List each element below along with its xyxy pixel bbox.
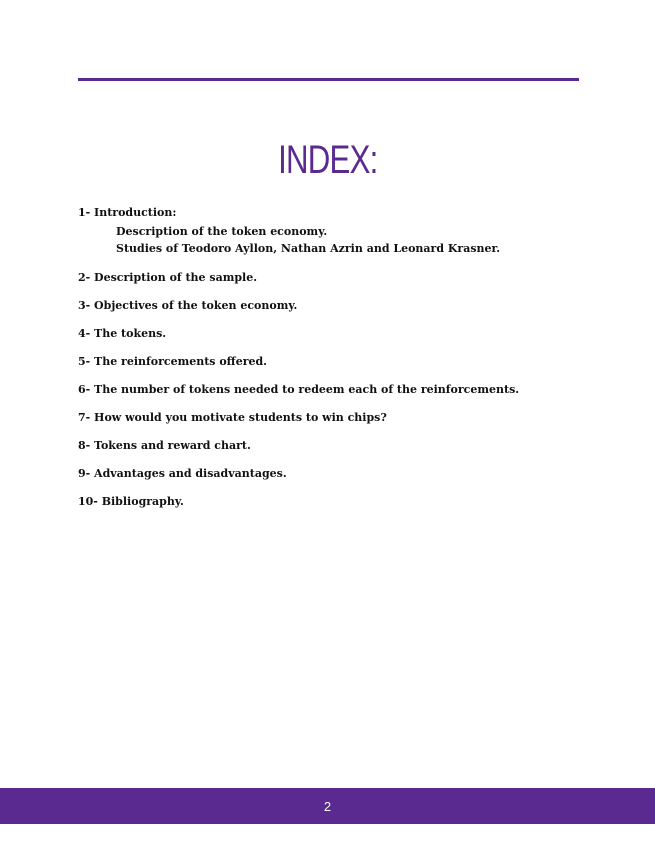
toc-item-introduction (78, 206, 598, 257)
toc-item-sample: 2- Description of the sample. (78, 271, 258, 284)
toc-sublist (116, 223, 598, 257)
toc-subitem: Description of the token economy. (116, 225, 328, 238)
toc-item-reward-chart: 8- Tokens and reward chart. (78, 439, 251, 452)
page-footer (0, 788, 655, 824)
toc-subitem: Studies of Teodoro Ayllon, Nathan Azrin and Leonard Krasner. (116, 242, 501, 255)
toc-item-label: 1- Introduction: (78, 206, 177, 219)
top-divider (78, 78, 579, 81)
toc-item-bibliography: 10- Bibliography. (78, 495, 184, 508)
toc-item-token-count: 6- The number of tokens needed to redeem each of the reinforcements. (78, 383, 520, 396)
page-title: INDEX: (278, 138, 378, 182)
toc-item-tokens: 4- The tokens. (78, 327, 167, 340)
toc-item-motivation: 7- How would you motivate students to win chips? (78, 411, 387, 424)
table-of-contents (78, 206, 598, 509)
toc-item-reinforcements: 5- The reinforcements offered. (78, 355, 268, 368)
toc-item-objectives: 3- Objectives of the token economy. (78, 299, 298, 312)
page-number: 2 (323, 798, 332, 814)
toc-item-advantages: 9- Advantages and disadvantages. (78, 467, 287, 480)
